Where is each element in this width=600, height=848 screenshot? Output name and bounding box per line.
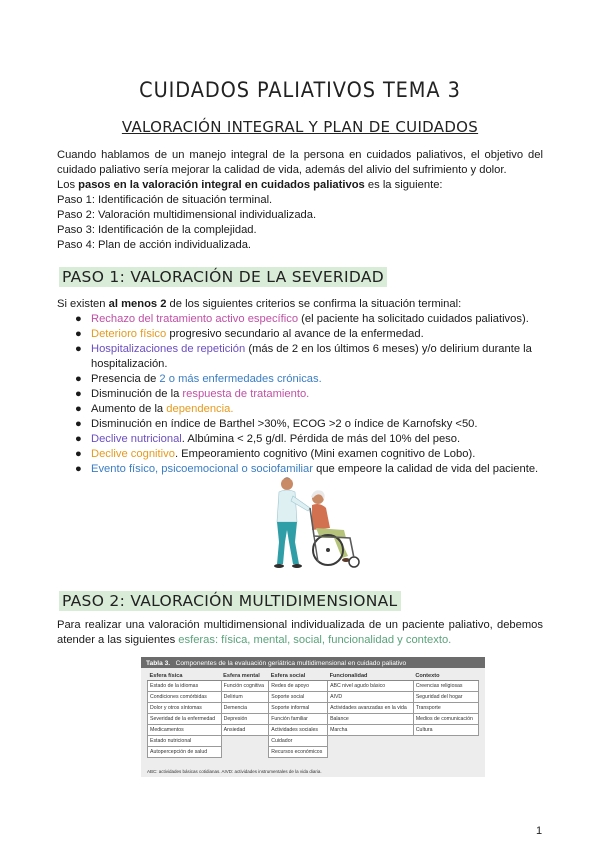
list-item: ● Rechazo del tratamiento activo específico (el paciente ha solicitado cuidados paliativos). xyxy=(75,313,529,325)
list-item: ● Hospitalizaciones de repetición (más de 2 en los últimos 6 meses) y/o delirium durante la hospitalización. xyxy=(75,343,532,370)
paso1-intro-bold: al menos 2 xyxy=(108,298,167,310)
criteria-list xyxy=(57,312,543,477)
intro-paragraph: Cuando hablamos de un manejo integral de la persona en cuidados paliativos, el objetivo del cuidado paliativo sería mejorar la calidad de vida, además del alivio del sufrimiento y dolor. xyxy=(57,149,543,176)
bullet-icon: ● xyxy=(75,388,82,400)
list-item: ● Deterioro físico progresivo secundario al avance de la enfermedad. xyxy=(75,328,424,340)
list-item: ● Disminución en índice de Barthel >30%, ECOG >2 o índice de Karnofsky <50. xyxy=(75,418,478,430)
column-header: Esfera mental xyxy=(221,672,269,681)
steps-intro-bold: pasos en la valoración integral en cuidados paliativos xyxy=(78,179,365,191)
paso2-heading: PASO 2: VALORACIÓN MULTIDIMENSIONAL xyxy=(57,590,405,612)
list-item: ● Declive cognitivo. Empeoramiento cognitivo (Mini examen cognitivo de Lobo). xyxy=(75,448,476,460)
bullet-icon: ● xyxy=(75,463,82,475)
evaluation-table xyxy=(147,672,479,758)
step-item: Paso 3: Identificación de la complejidad. xyxy=(57,224,257,236)
table-row: Autopercepción de salud Recursos económicos xyxy=(148,747,479,758)
bullet-icon: ● xyxy=(75,418,82,430)
table-row: Dolor y otros síntomas Demencia Soporte informal Actividades avanzadas en la vida Transporte xyxy=(148,703,479,714)
steps-intro: Los pasos en la valoración integral en cuidados paliativos es la siguiente: xyxy=(57,179,443,191)
list-item: ● Presencia de 2 o más enfermedades crónicas. xyxy=(75,373,322,385)
bullet-icon: ● xyxy=(75,313,82,325)
bullet-icon: ● xyxy=(75,343,82,355)
list-item: ● Disminución de la respuesta de tratamiento. xyxy=(75,388,310,400)
table-row: Estado nutricional Cuidador xyxy=(148,736,479,747)
table-row: Estado de la idiomas Función cognitiva Redes de apoyo ABC nivel agudo básico Creencias religiosas xyxy=(148,681,479,692)
list-item: ● Declive nutricional. Albúmina < 2,5 g/dl. Pérdida de más del 10% del peso. xyxy=(75,433,461,445)
table-footnote: ABC: actividades básicas cotidianas. AIVD: actividades instrumentales de la vida diaria. xyxy=(147,769,322,774)
bullet-icon: ● xyxy=(75,448,82,460)
page-number: 1 xyxy=(536,825,543,837)
column-header: Esfera física xyxy=(148,672,222,681)
table-caption: Tabla 3. Componentes de la evaluación geriátrica multidimensional en cuidado paliativo xyxy=(141,657,485,668)
paso1-intro: Si existen al menos 2 de los siguientes criterios se confirma la situación terminal: xyxy=(57,298,462,310)
page-title: CUIDADOS PALIATIVOS TEMA 3 xyxy=(139,78,461,102)
paso2-intro: Para realizar una valoración multidimensional individualizada de un paciente paliativo, debemos atender a las siguientes esferas: física, mental, social, funcionalidad y contexto. xyxy=(57,619,543,646)
column-header: Esfera social xyxy=(269,672,328,681)
column-header: Contexto xyxy=(413,672,478,681)
step-item: Paso 1: Identificación de situación terminal. xyxy=(57,194,273,206)
step-item: Paso 4: Plan de acción individualizada. xyxy=(57,239,252,251)
table-row: Severidad de la enfermedad Depresión Función familiar Balance Medios de comunicación xyxy=(148,714,479,725)
column-header: Funcionalidad xyxy=(328,672,414,681)
page-subtitle: VALORACIÓN INTEGRAL Y PLAN DE CUIDADOS xyxy=(121,118,479,136)
bullet-icon: ● xyxy=(75,373,82,385)
table-header-row xyxy=(148,672,479,681)
paso1-heading: PASO 1: VALORACIÓN DE LA SEVERIDAD xyxy=(57,266,391,288)
bullet-icon: ● xyxy=(75,328,82,340)
table-row: Condiciones comórbidas Delirium Soporte social AIVD Seguridad del hogar xyxy=(148,692,479,703)
list-item: ● Aumento de la dependencia. xyxy=(75,403,234,415)
evaluation-table-figure xyxy=(141,657,485,777)
bullet-icon: ● xyxy=(75,433,82,445)
step-item: Paso 2: Valoración multidimensional individualizada. xyxy=(57,209,317,221)
caregiver-wheelchair-illustration xyxy=(258,472,368,572)
list-item: ● Evento físico, psicoemocional o sociofamiliar que empeore la calidad de vida del paciente. xyxy=(75,463,539,475)
table-row: Medicamentos Ansiedad Actividades sociales Marcha Cultura xyxy=(148,725,479,736)
intro-section xyxy=(57,148,543,253)
bullet-icon: ● xyxy=(75,403,82,415)
esferas-highlight: esferas: física, mental, social, funcionalidad y contexto. xyxy=(178,634,452,646)
